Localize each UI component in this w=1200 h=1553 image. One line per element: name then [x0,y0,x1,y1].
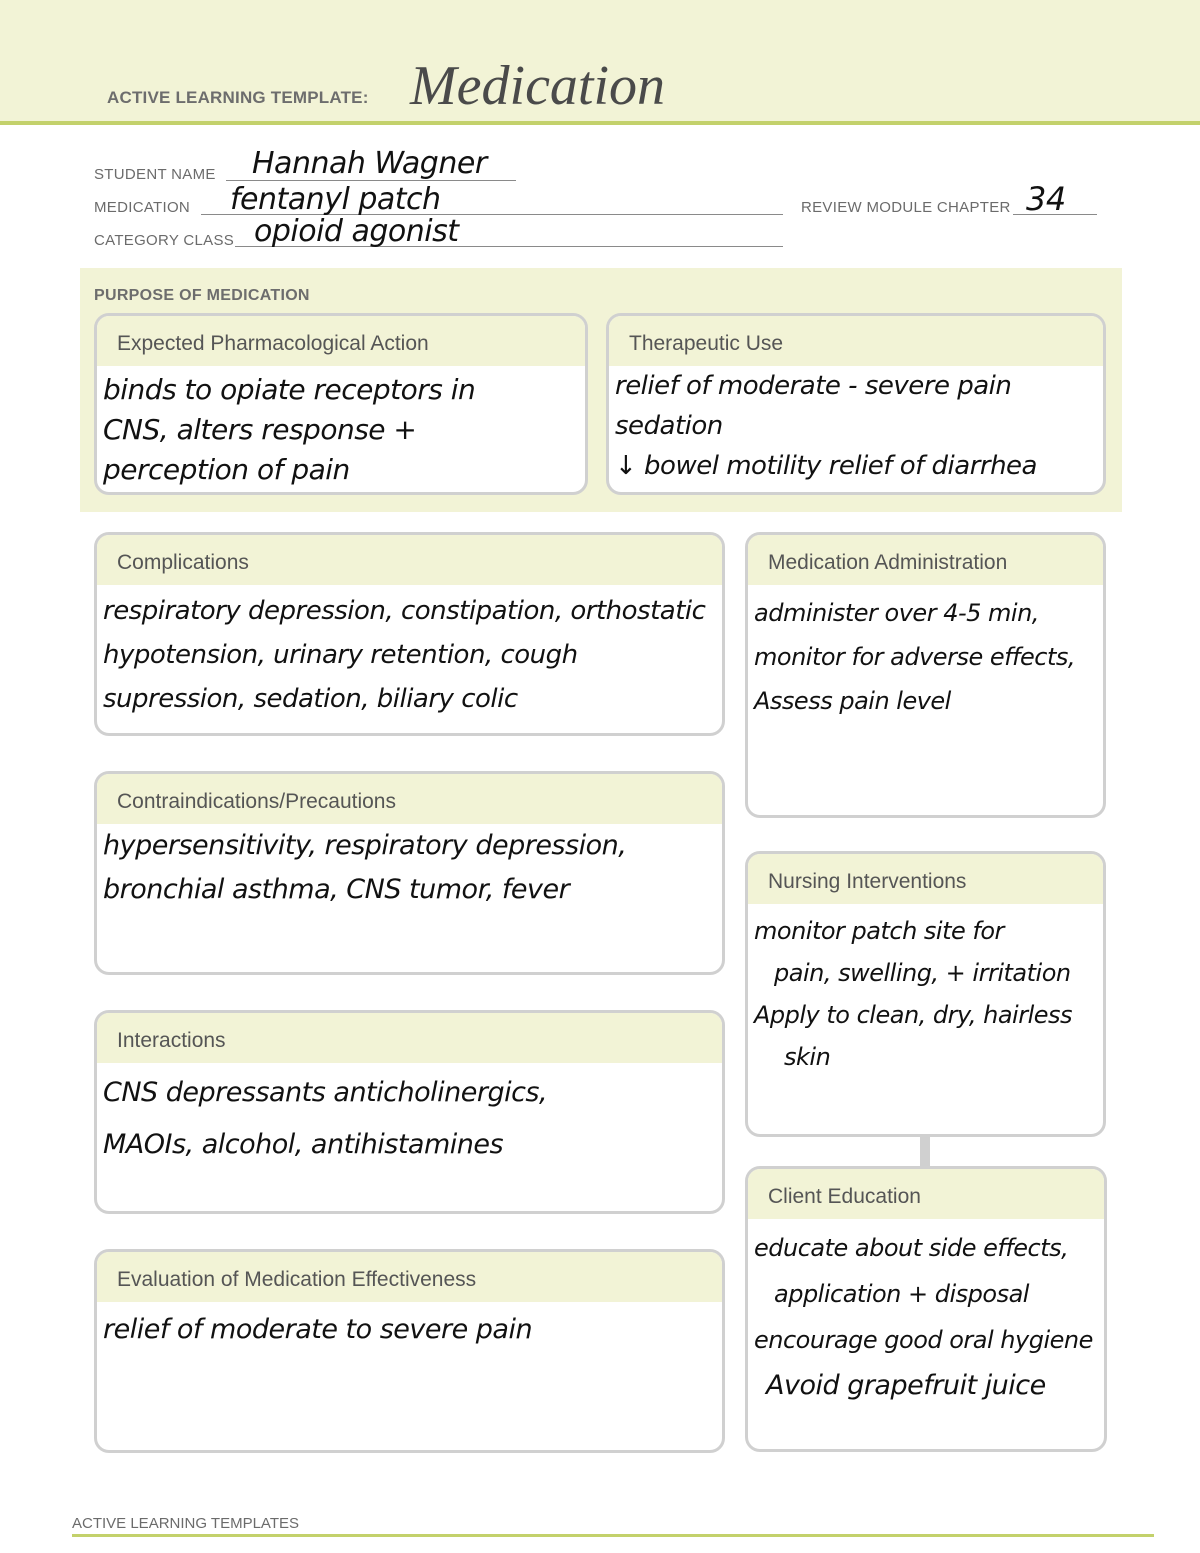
text-line: monitor for adverse effects, [754,643,1076,671]
client-education-title: Client Education [768,1185,921,1208]
nursing-interventions-title: Nursing Interventions [768,870,967,893]
text-line: Assess pain level [754,687,951,715]
nursing-interventions-box [745,851,1106,1137]
evaluation-title: Evaluation of Medication Effectiveness [117,1268,477,1291]
client-education-box [745,1166,1107,1452]
footer-rule [72,1534,1154,1537]
category-class-label: CATEGORY CLASS [94,232,235,249]
nursing-interventions-text[interactable] [754,910,1163,1078]
therapeutic-use-text[interactable] [615,366,1163,486]
text-line: hypersensitivity, respiratory depression, [103,830,627,861]
text-line: CNS depressants anticholinergics, [103,1077,548,1108]
text-line: sedation [615,411,723,441]
medication-label: MEDICATION [94,199,191,216]
complications-header [97,535,722,585]
therapeutic-use-title: Therapeutic Use [629,332,784,355]
text-line: encourage good oral hygiene [754,1326,1093,1354]
interactions-box [94,1010,725,1214]
administration-box [745,532,1106,818]
interactions-title: Interactions [117,1029,226,1052]
text-line: ↓ bowel motility relief of diarrhea [615,451,1037,481]
complications-box [94,532,725,736]
student-name-value[interactable]: Hannah Wagner [252,146,487,181]
student-name-label: STUDENT NAME [94,166,216,183]
contraindications-box [94,771,725,975]
text-line: pain, swelling, + irritation [774,959,1071,987]
administration-header [748,535,1103,585]
footer-text: ACTIVE LEARNING TEMPLATES [72,1515,299,1532]
contraindications-text[interactable] [103,824,782,912]
text-line: MAOIs, alcohol, antihistamines [103,1129,504,1160]
nursing-interventions-header [748,854,1103,904]
text-line: Avoid grapefruit juice [766,1370,1046,1401]
text-line: binds to opiate receptors in [103,373,476,406]
evaluation-box [94,1249,725,1453]
therapeutic-use-header [609,316,1103,366]
text-line: application + disposal [774,1280,1029,1308]
text-line: respiratory depression, constipation, orthostatic [103,596,706,626]
expected-action-title: Expected Pharmacological Action [117,332,429,355]
administration-title: Medication Administration [768,551,1008,574]
expected-action-header [97,316,585,366]
interactions-header [97,1013,722,1063]
administration-text[interactable] [754,591,1163,723]
text-line: relief of moderate - severe pain [615,371,1012,401]
review-module-value[interactable]: 34 [1026,180,1066,218]
text-line: administer over 4-5 min, [754,599,1039,627]
interactions-text[interactable] [103,1067,782,1171]
therapeutic-use-box [606,313,1106,495]
purpose-label: PURPOSE OF MEDICATION [94,287,310,304]
text-line: CNS, alters response + [103,413,417,446]
expected-action-text[interactable] [103,370,645,490]
evaluation-text[interactable] [103,1308,782,1352]
evaluation-header [97,1252,722,1302]
text-line: skin [784,1043,831,1071]
contraindications-header [97,774,722,824]
review-module-label: REVIEW MODULE CHAPTER [801,199,1011,216]
text-line: educate about side effects, [754,1234,1069,1262]
text-line: perception of pain [103,453,350,486]
complications-text[interactable] [103,589,782,721]
complications-title: Complications [117,551,249,574]
text-line: hypotension, urinary retention, cough [103,640,578,670]
client-education-text[interactable] [754,1225,1164,1409]
text-line: monitor patch site for [754,917,1004,945]
text-line: relief of moderate to severe pain [103,1314,533,1345]
text-line: bronchial asthma, CNS tumor, fever [103,874,570,905]
text-line: Apply to clean, dry, hairless [754,1001,1073,1029]
header-rule [0,121,1200,125]
box-connector [920,1135,930,1167]
medication-value[interactable]: fentanyl patch [230,182,441,217]
template-label: ACTIVE LEARNING TEMPLATE: [107,88,369,107]
category-class-value[interactable]: opioid agonist [254,214,459,249]
text-line: supression, sedation, biliary colic [103,684,518,714]
page-title: Medication [410,55,666,117]
expected-action-box [94,313,588,495]
contraindications-title: Contraindications/Precautions [117,790,396,813]
client-education-header [748,1169,1104,1219]
